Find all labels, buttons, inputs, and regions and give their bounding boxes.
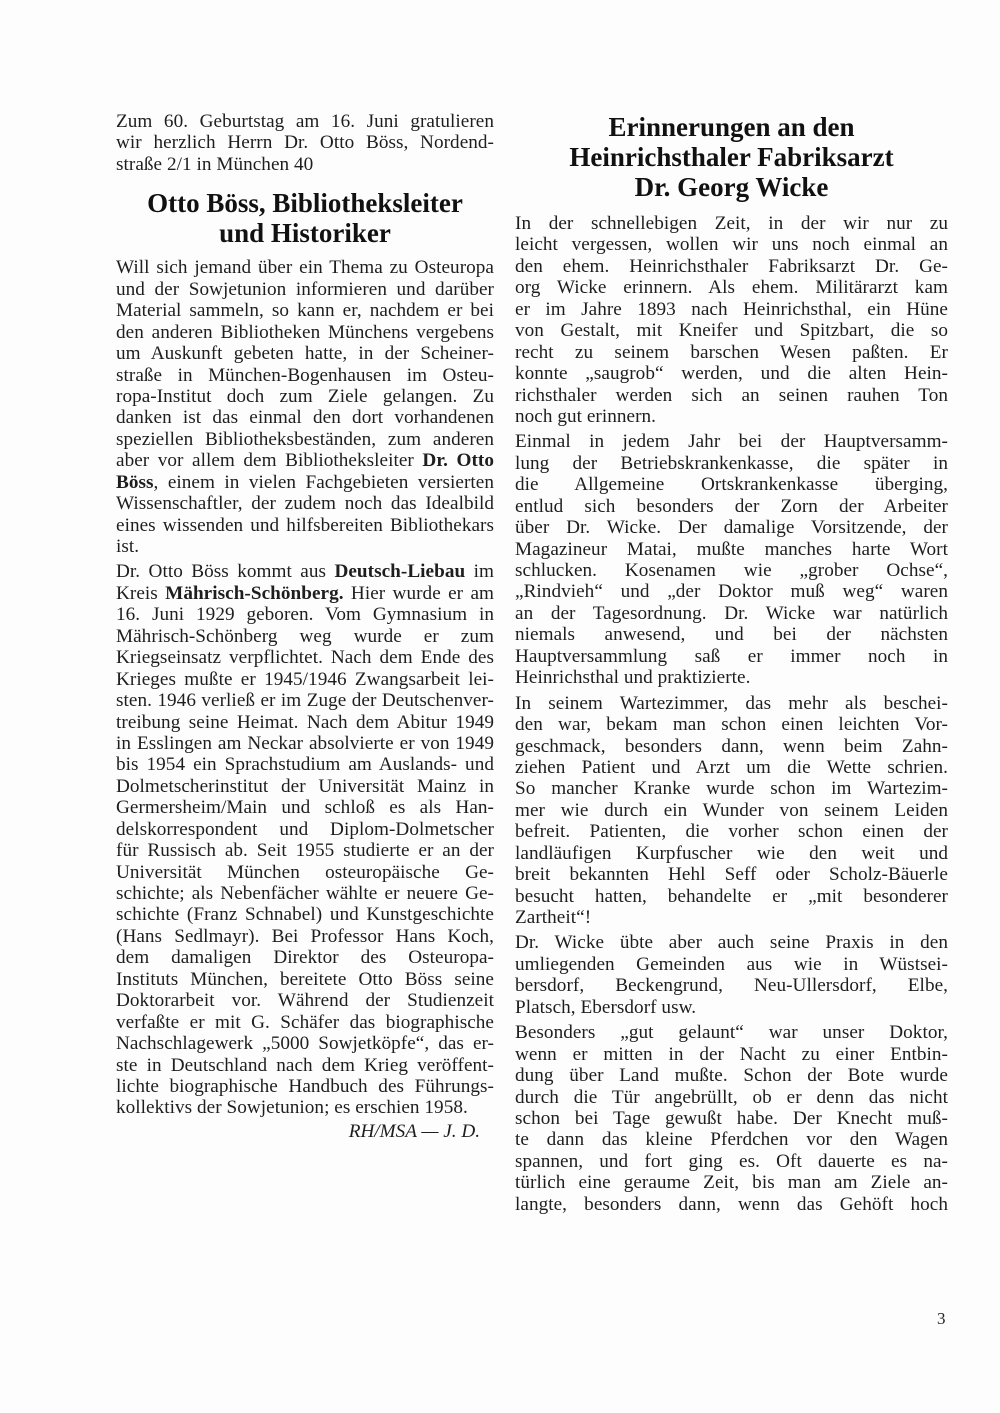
text-line: breit bekannten Hehl Seff oder Scholz-Bäuerle bbox=[515, 864, 948, 886]
paragraph bbox=[515, 431, 948, 688]
text-line: türlich eine geraume Zeit, bis man am Ziele an- bbox=[515, 1172, 948, 1194]
text-line: für Russisch ab. Seit 1955 studierte er an der bbox=[116, 840, 494, 862]
text-line bbox=[116, 472, 494, 493]
text-line: eines wissenden und hilfsbereiten Bibliothekars bbox=[116, 514, 494, 536]
text-line: verfaßte er mit G. Schäfer das biographische bbox=[116, 1011, 494, 1033]
text-line: befreit. Patienten, die vorher schon einen der bbox=[515, 821, 948, 843]
author-signature: RH/MSA — J. D. bbox=[348, 1120, 480, 1142]
text-line: den war, bekam man schon einen leichten Vor- bbox=[515, 714, 948, 736]
text-line: danken ist das einmal den dort vorhandenen bbox=[116, 407, 494, 429]
text-line: lung der Betriebskrankenkasse, die später in bbox=[515, 452, 948, 474]
text-line: wenn er mitten in der Nacht zu einer Entbin- bbox=[515, 1043, 948, 1065]
text-line: Besonders „gut gelaunt“ war unser Doktor, bbox=[515, 1022, 948, 1044]
text-line: treibung seine Heimat. Nach dem Abitur 1949 bbox=[116, 711, 494, 733]
text-line: straße 2/1 in München 40 bbox=[116, 153, 314, 175]
text-line: Einmal in jedem Jahr bei der Hauptversamm- bbox=[515, 431, 948, 453]
text-line: dung über Land mußte. Schon der Bote wurde bbox=[515, 1065, 948, 1087]
text-line: um Auskunft gebeten hatte, in der Scheiner- bbox=[116, 343, 494, 365]
text-line: In seinem Wartezimmer, das mehr als beschei- bbox=[515, 692, 948, 714]
left-column bbox=[116, 111, 494, 1143]
text-line: Germersheim/Main und schloß es als Han- bbox=[116, 797, 494, 819]
text-line: Dr. Wicke übte aber auch seine Praxis in den bbox=[515, 932, 948, 954]
text-line: den ehem. Heinrichsthaler Fabriksarzt Dr. Ge- bbox=[515, 255, 948, 277]
text-line: in Esslingen am Neckar absolvierte er von 1949 bbox=[116, 732, 494, 754]
birthday-notice bbox=[116, 111, 494, 175]
text-line: Instituts München, bereitete Otto Böss seine bbox=[116, 968, 494, 990]
text-line: an der Tagesordnung. Dr. Wicke war natürlich bbox=[515, 602, 948, 624]
text-line: straße in München-Bogenhausen im Osteu- bbox=[116, 364, 494, 386]
text-line: und der Sowjetunion informieren und darüber bbox=[116, 278, 494, 300]
text-line: (Hans Sedlmayr). Bei Professor Hans Koch, bbox=[116, 925, 494, 947]
text-line: besucht hatten, behandelte er „mit besonderer bbox=[515, 885, 948, 907]
text-line: langte, besonders dann, wenn das Gehöft hoch bbox=[515, 1193, 948, 1215]
text-line: Doktorarbeit vor. Während der Studienzeit bbox=[116, 990, 494, 1012]
paragraph bbox=[515, 932, 948, 1018]
text-line: ste in Deutschland nach dem Krieg veröffent- bbox=[116, 1054, 494, 1076]
text-line: ist. bbox=[116, 536, 140, 557]
text-line bbox=[116, 561, 494, 582]
text-line: Magazineur Matai, mußte manches harte Wort bbox=[515, 538, 948, 560]
paragraph bbox=[515, 693, 948, 929]
text-line: über Dr. Wicke. Der damalige Vorsitzende, der bbox=[515, 517, 948, 539]
bold-name: Dr. Otto bbox=[422, 450, 494, 472]
title-line: Dr. Georg Wicke bbox=[634, 172, 829, 202]
paragraph bbox=[116, 561, 494, 1118]
text-line: delskorrespondent und Diplom-Dolmetscher bbox=[116, 818, 494, 840]
text-line: niemals anwesend, und bei der nächsten bbox=[515, 624, 948, 646]
text-line: umliegenden Gemeinden aus wie in Wüstsei- bbox=[515, 953, 948, 975]
text-line: So mancher Kranke wurde schon im Wartezim- bbox=[515, 778, 948, 800]
paragraph bbox=[515, 213, 948, 427]
text-line: den anderen Bibliotheken Münchens vergebens bbox=[116, 321, 494, 343]
bold-region: Mährisch-Schönberg. bbox=[165, 582, 344, 604]
text-line: er im Jahre 1893 nach Heinrichsthal, ein Hüne bbox=[515, 298, 948, 320]
text-line: mer wie durch ein Wunder von seinem Leiden bbox=[515, 799, 948, 821]
text-line: Mährisch-Schönberg weg wurde er zum bbox=[116, 625, 494, 647]
text-line: schlucken. Kosenamen wie „grober Ochse“, bbox=[515, 560, 948, 581]
text-line: Universität München osteuropäische Ge- bbox=[116, 861, 494, 883]
text-line: Nachschlagewerk „5000 Sowjetköpfe“, das er- bbox=[116, 1033, 494, 1055]
text-line: te dann das kleine Pferdchen vor den Wagen bbox=[515, 1129, 948, 1151]
text-fragment: , einem in vielen Fachgebieten versierten bbox=[153, 471, 494, 493]
text-line: speziellen Bibliotheksbeständen, zum anderen bbox=[116, 428, 494, 450]
text-line: spannen, und fort ging es. Oft dauerte es na- bbox=[515, 1150, 948, 1172]
text-line: Zartheit“! bbox=[515, 907, 592, 928]
text-line: Heinrichsthal und praktizierte. bbox=[515, 667, 751, 689]
text-fragment: aber vor allem dem Bibliotheksleiter bbox=[116, 450, 423, 472]
text-line: Wissenschaftler, der zudem noch das Idealbild bbox=[116, 493, 494, 515]
text-line: 16. Juni 1929 geboren. Vom Gymnasium in bbox=[116, 604, 494, 626]
text-line: konnte „saugrob“ werden, und die alten Hein- bbox=[515, 363, 948, 385]
text-line: bersdorf, Beckengrund, Neu-Ullersdorf, Elbe, bbox=[515, 975, 948, 997]
text-line: Dolmetscherinstitut der Universität Mainz in bbox=[116, 775, 494, 797]
bold-name: Böss bbox=[116, 471, 154, 493]
text-line: leicht vergessen, wollen wir uns noch einmal an bbox=[515, 234, 948, 256]
text-line: org Wicke erinnern. Als ehem. Militärarzt kam bbox=[515, 277, 948, 299]
text-fragment: im bbox=[465, 561, 494, 583]
text-line: Platsch, Ebersdorf usw. bbox=[515, 996, 697, 1018]
title-line: Heinrichsthaler Fabriksarzt bbox=[569, 142, 894, 172]
text-line: Kriegseinsatz verpflichtet. Nach dem Ende des bbox=[116, 647, 494, 669]
text-line: entlud sich besonders der Zorn der Arbeiter bbox=[515, 495, 948, 517]
text-line: sten. 1946 verließ er im Zuge der Deutschenver- bbox=[116, 690, 494, 712]
text-line: kollektivs der Sowjetunion; es erschien 1958. bbox=[116, 1097, 468, 1119]
text-line: Hauptversammlung saß er immer noch in bbox=[515, 645, 948, 667]
text-line: ziehen Patient und Arzt um die Wette schrien. bbox=[515, 756, 948, 778]
text-fragment: Kreis bbox=[116, 582, 166, 604]
right-column bbox=[515, 111, 948, 1215]
text-line: schichte (Franz Schnabel) und Kunstgeschichte bbox=[116, 904, 494, 926]
text-line bbox=[116, 583, 494, 604]
paragraph bbox=[515, 1022, 948, 1215]
text-fragment: Dr. Otto Böss kommt aus bbox=[116, 561, 335, 583]
text-line: noch gut erinnern. bbox=[515, 405, 657, 427]
title-line: und Historiker bbox=[219, 218, 391, 249]
article-title-boess bbox=[116, 188, 494, 248]
text-line: recht zu seinem barschen Wesen paßten. Er bbox=[515, 341, 948, 363]
article-title-wicke bbox=[515, 112, 948, 202]
text-line: schon bei Tage gewußt habe. Der Knecht muß- bbox=[515, 1107, 948, 1129]
paragraph bbox=[116, 257, 494, 557]
text-line: Zum 60. Geburtstag am 16. Juni gratulieren bbox=[116, 111, 494, 132]
text-line: In der schnellebigen Zeit, in der wir nur zu bbox=[515, 213, 948, 234]
text-line: dem damaligen Direktor des Osteuropa- bbox=[116, 947, 494, 969]
text-line: „Rindvieh“ und „der Doktor muß weg“ waren bbox=[515, 581, 948, 603]
bold-place: Deutsch-Liebau bbox=[334, 561, 466, 583]
text-line: ropa-Institut doch zum Ziele gelangen. Zu bbox=[116, 385, 494, 407]
text-line: Will sich jemand über ein Thema zu Osteuropa bbox=[116, 257, 494, 279]
text-line: wir herzlich Herrn Dr. Otto Böss, Nordend- bbox=[116, 132, 494, 154]
text-line: richsthaler werden sich an seinen rauhen Ton bbox=[515, 384, 948, 406]
text-fragment: Hier wurde er am bbox=[343, 582, 494, 604]
text-line: geschmack, besonders dann, wenn beim Zahn- bbox=[515, 735, 948, 757]
text-line: bis 1954 ein Sprachstudium am Auslands- und bbox=[116, 754, 494, 776]
text-line: durch die Tür angebrüllt, ob er denn das nicht bbox=[515, 1086, 948, 1108]
title-line: Otto Böss, Bibliotheksleiter bbox=[147, 188, 463, 219]
text-line: schichte; als Nebenfächer wählte er neuere Ge- bbox=[116, 883, 494, 904]
page-number: 3 bbox=[937, 1309, 946, 1328]
text-line: landläufigen Kurpfuscher wie den weit und bbox=[515, 842, 948, 864]
text-line: die Allgemeine Ortskrankenkasse überging, bbox=[515, 474, 948, 496]
title-line: Erinnerungen an den bbox=[608, 112, 855, 142]
text-line: Material sammeln, so kann er, nachdem er bei bbox=[116, 300, 494, 322]
text-line: lichte biographische Handbuch des Führungs- bbox=[116, 1075, 494, 1097]
text-line bbox=[116, 450, 494, 471]
text-line: Krieges mußte er 1945/1946 Zwangsarbeit lei- bbox=[116, 668, 494, 690]
text-line: von Gestalt, mit Kneifer und Spitzbart, die so bbox=[515, 320, 948, 342]
